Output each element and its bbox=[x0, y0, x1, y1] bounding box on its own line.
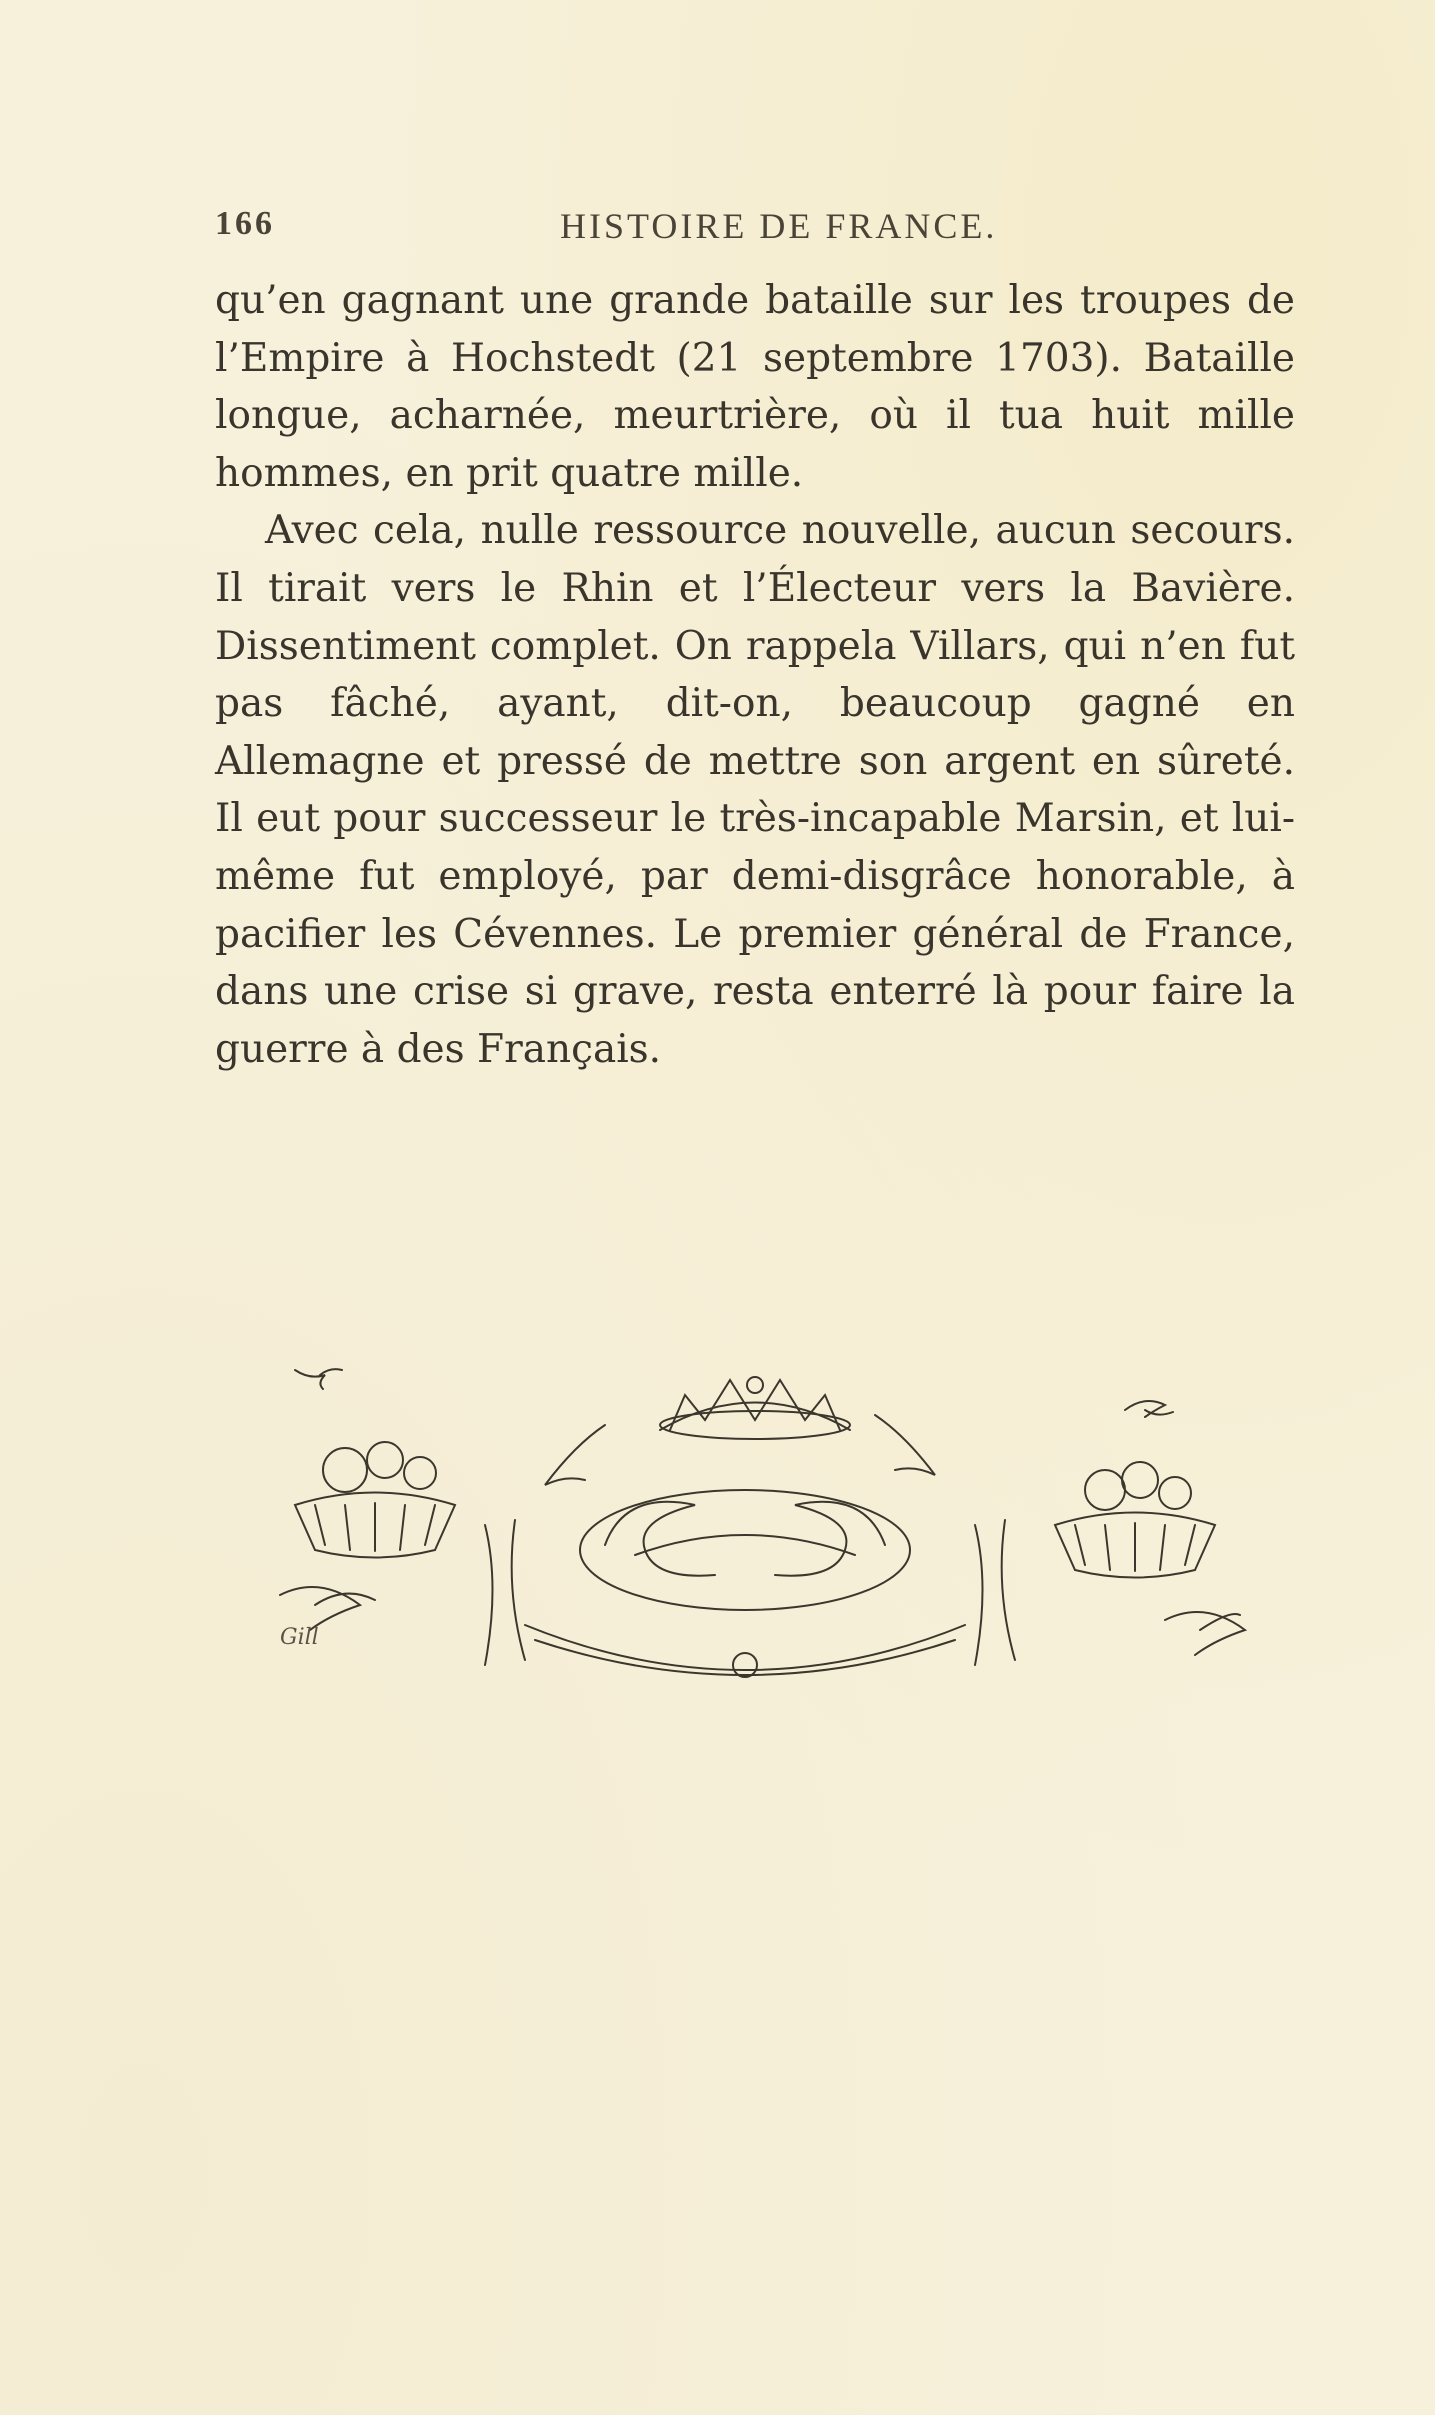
running-head bbox=[215, 205, 1295, 255]
body-text bbox=[215, 272, 1295, 1078]
engraver-signature: Gill bbox=[280, 1625, 319, 1650]
paragraph-2: Avec cela, nulle ressource nouvelle, aucun secours. Il tirait vers le Rhin et l’Électeur vers la Bavière. Dissentiment complet. On rappela Villars, qui n’en fut pas fâché, ayant, dit-on, beaucoup gagné en Allemagne et pressé de mettre son argent en sûreté. Il eut pour successeur le très-incapable Marsin, et lui-même fut employé, par demi-disgrâce honorable, à pacifier les Cévennes. Le premier général de France, dans une crise si grave, resta enterré là pour faire la guerre à des Français. bbox=[215, 508, 1295, 1072]
paragraph-1: qu’en gagnant une grande bataille sur les troupes de l’Empire à Hochstedt (21 septembre 1703). Bataille longue, acharnée, meurtrière, où il tua huit mille hommes, en prit quatre mille. bbox=[215, 278, 1295, 496]
tailpiece-ornament-icon bbox=[275, 1355, 1250, 1685]
running-title: HISTOIRE DE FRANCE. bbox=[560, 206, 998, 246]
page-number: 166 bbox=[215, 205, 275, 242]
